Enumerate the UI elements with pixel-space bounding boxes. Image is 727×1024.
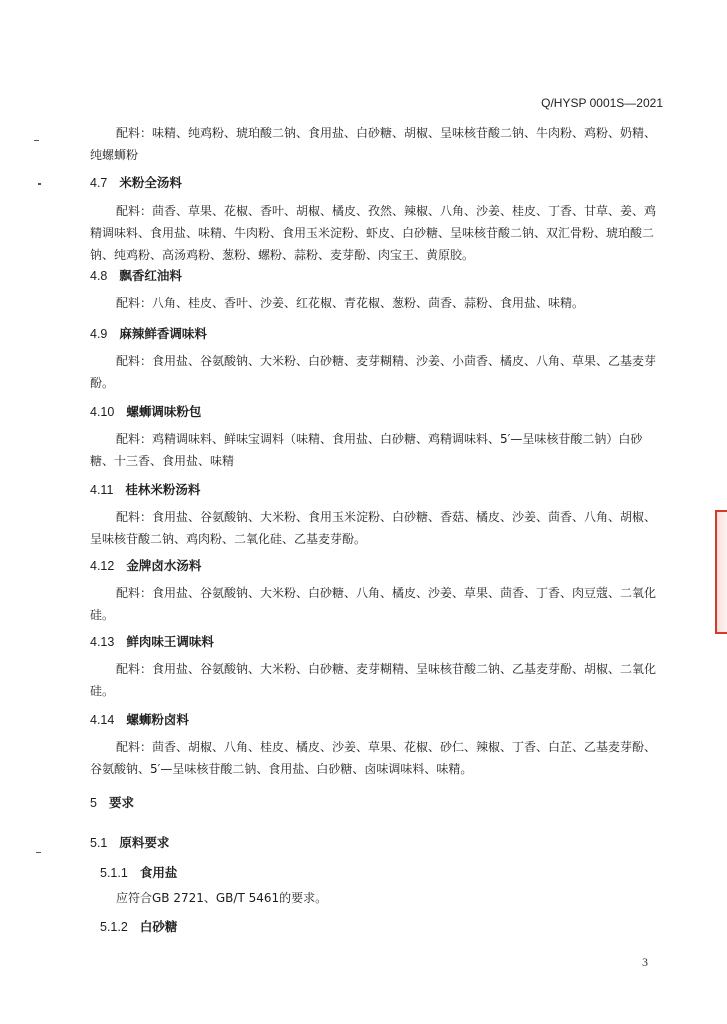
- heading-4-13: [90, 632, 214, 650]
- paragraph-4-7: 配料：茴香、草果、花椒、香叶、胡椒、橘皮、孜然、辣椒、八角、沙姜、桂皮、丁香、甘草、姜、鸡精调味料、食用盐、味精、牛肉粉、食用玉米淀粉、虾皮、白砂糖、呈味核苷酸二钠、双汇骨粉、琥珀酸二钠、纯鸡粉、高汤鸡粉、葱粉、螺粉、蒜粉、麦芽酚、肉宝王、黄原胶。: [90, 204, 657, 262]
- section-title: 飘香红油料: [119, 268, 182, 283]
- section-number: 4.10: [90, 405, 115, 419]
- section-number: 4.12: [90, 559, 115, 573]
- heading-5-1: [90, 833, 169, 851]
- paragraph-4-14: 配料：茴香、胡椒、八角、桂皮、橘皮、沙姜、草果、花椒、砂仁、辣椒、丁香、白芷、乙基麦芽酚、谷氨酸钠、5′—呈味核苷酸二钠、食用盐、白砂糖、卤味调味料、味精。: [90, 740, 657, 776]
- heading-4-12: [90, 556, 201, 574]
- heading-4-8: [90, 266, 182, 284]
- paragraph-4-9: 配料：食用盐、谷氨酸钠、大米粉、白砂糖、麦芽糊精、沙姜、小茴香、橘皮、八角、草果、乙基麦芽酚。: [90, 354, 657, 390]
- paragraph-4-11: 配料：食用盐、谷氨酸钠、大米粉、食用玉米淀粉、白砂糖、香菇、橘皮、沙姜、茴香、八角、胡椒、呈味核苷酸二钠、鸡肉粉、二氧化硅、乙基麦芽酚。: [90, 510, 657, 546]
- paragraph-5-1-1: 应符合GB 2721、GB/T 5461的要求。: [116, 891, 328, 905]
- section-number: 4.14: [90, 713, 115, 727]
- seal-stamp-edge: [715, 510, 727, 634]
- heading-4-10: [90, 402, 201, 420]
- document-code: Q/HYSP 0001S—2021: [541, 96, 663, 110]
- scan-speck: [38, 183, 41, 185]
- page-number: 3: [642, 955, 648, 969]
- section-number: 4.9: [90, 327, 108, 341]
- section-title: 米粉全汤料: [119, 175, 182, 190]
- section-title: 原料要求: [119, 835, 170, 850]
- scan-speck: [34, 140, 39, 141]
- section-title: 金牌卤水汤料: [126, 558, 202, 573]
- heading-5-1-1: [100, 863, 177, 881]
- section-number: 5.1.2: [100, 920, 128, 934]
- section-number: 4.7: [90, 176, 108, 190]
- section-number: 4.8: [90, 269, 108, 283]
- heading-4-14: [90, 710, 189, 728]
- section-title: 麻辣鲜香调味料: [119, 326, 207, 341]
- section-title: 螺蛳粉卤料: [126, 712, 189, 727]
- heading-5-1-2: [100, 917, 177, 935]
- scan-speck: [36, 852, 41, 853]
- section-title: 螺蛳调味粉包: [126, 404, 202, 419]
- paragraph-4-10: 配料：鸡精调味料、鲜味宝调料（味精、食用盐、白砂糖、鸡精调味料、5′—呈味核苷酸二钠）白砂糖、十三香、食用盐、味精: [90, 432, 643, 468]
- section-number: 5.1.1: [100, 866, 128, 880]
- section-title: 要求: [108, 795, 134, 810]
- section-title: 桂林米粉汤料: [125, 482, 201, 497]
- paragraph-4-8: 配料：八角、桂皮、香叶、沙姜、红花椒、青花椒、葱粉、茴香、蒜粉、食用盐、味精。: [116, 296, 585, 310]
- section-number: 5: [90, 796, 97, 810]
- heading-4-7: [90, 173, 182, 191]
- heading-4-9: [90, 324, 207, 342]
- paragraph-4-13: 配料：食用盐、谷氨酸钠、大米粉、白砂糖、麦芽糊精、呈味核苷酸二钠、乙基麦芽酚、胡椒、二氧化硅。: [90, 662, 657, 698]
- heading-5: [90, 793, 134, 811]
- section-number: 4.13: [90, 635, 115, 649]
- paragraph-4-12: 配料：食用盐、谷氨酸钠、大米粉、白砂糖、八角、橘皮、沙姜、草果、茴香、丁香、肉豆蔻、二氧化硅。: [90, 586, 657, 622]
- section-number: 5.1: [90, 836, 108, 850]
- section-title: 鲜肉味王调味料: [126, 634, 214, 649]
- section-number: 4.11: [90, 483, 114, 497]
- section-title: 食用盐: [139, 865, 178, 880]
- paragraph-intro-ingredients: 配料：味精、纯鸡粉、琥珀酸二钠、食用盐、白砂糖、胡椒、呈味核苷酸二钠、牛肉粉、鸡粉、奶精、纯螺蛳粉: [90, 126, 657, 162]
- section-title: 白砂糖: [139, 919, 178, 934]
- heading-4-11: [90, 480, 200, 498]
